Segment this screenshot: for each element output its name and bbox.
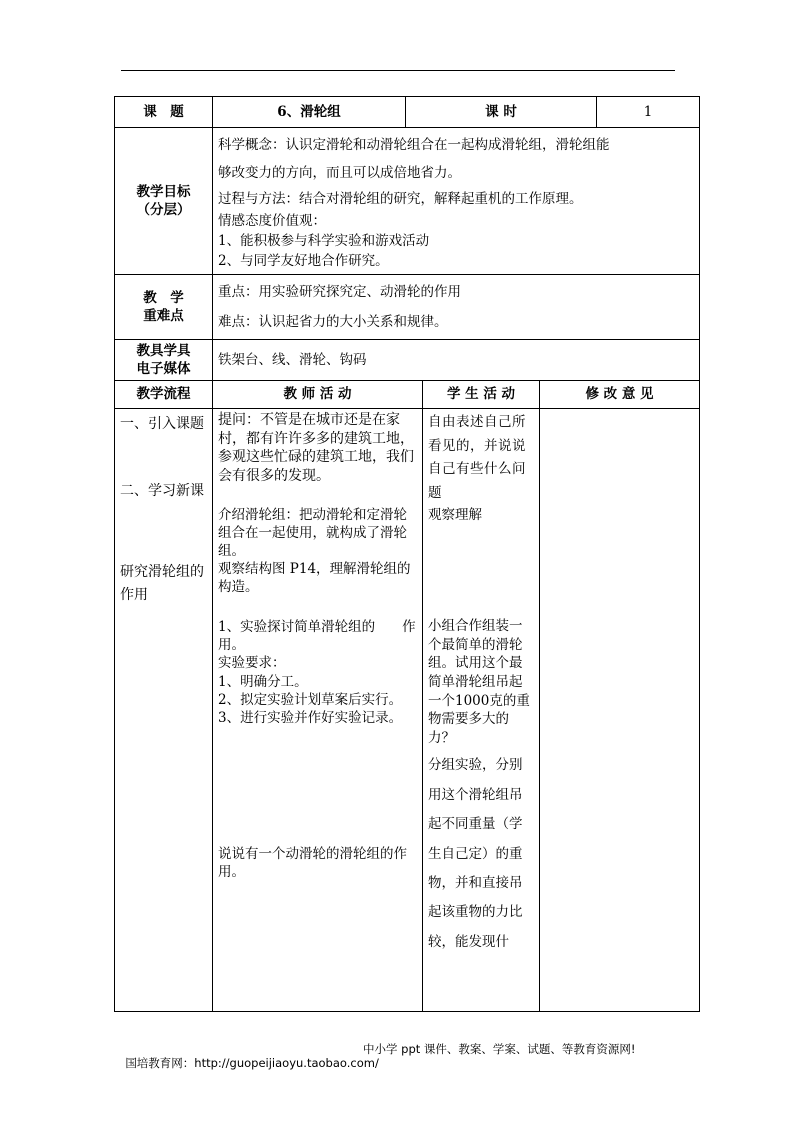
period-value: 1 bbox=[597, 97, 700, 128]
header-rule bbox=[121, 70, 675, 71]
footer-site: 国培教育网：http://guopeijiaoyu.taobao.com/ bbox=[125, 1056, 379, 1070]
materials-label: 教具学具 电子媒体 bbox=[115, 339, 213, 380]
flow-content-row bbox=[115, 408, 700, 1011]
teacher-intro-pulley: 介绍滑轮组：把动滑轮和定滑轮组合在一起使用，就构成了滑轮组。 bbox=[218, 506, 407, 560]
materials-value: 铁架台、线、滑轮、钩码 bbox=[213, 339, 700, 380]
goal-line-5: 1、能积极参与科学实验和游戏活动 bbox=[218, 232, 430, 249]
materials-row bbox=[115, 339, 700, 380]
flow-revision-header: 修 改 意 见 bbox=[540, 380, 700, 408]
footer-slogan: 中小学 ppt 课件、教案、学案、试题、等教育资源网! bbox=[363, 1042, 636, 1056]
keypoints-content bbox=[213, 274, 700, 339]
flow-process-header: 教学流程 bbox=[115, 380, 213, 408]
student-describe: 自由表述自己所看见的，并说说自己有些什么问题 bbox=[428, 413, 526, 501]
difficult-point: 难点：认识起省力的大小关系和规律。 bbox=[218, 313, 448, 330]
student-group-experiment: 分组实验，分别用这个滑轮组吊起不同重量（学生自己定）的重物，并和直接吊起该重物的力比较，能发现什 bbox=[428, 757, 523, 950]
period-label: 课 时 bbox=[406, 97, 597, 128]
student-assemble: 小组合作组装一个最简单的滑轮组。试用这个最简单滑轮组吊起一个1000克的重物需要多大的力？ bbox=[428, 618, 530, 746]
key-point: 重点：用实验研究探究定、动滑轮的作用 bbox=[218, 283, 461, 300]
teacher-experiment-title: 1、实验探讨简单滑轮组的 作用。 bbox=[218, 619, 416, 654]
goal-line-1: 科学概念：认识定滑轮和动滑轮组合在一起构成滑轮组，滑轮组能 bbox=[218, 137, 610, 153]
goal-line-3: 过程与方法：结合对滑轮组的研究，解释起重机的工作原理。 bbox=[218, 191, 583, 207]
goals-content bbox=[213, 128, 700, 275]
keypoints-label: 教 学 重难点 bbox=[115, 274, 213, 339]
topic-value: 6、滑轮组 bbox=[213, 97, 406, 128]
topic-label: 课 题 bbox=[115, 97, 213, 128]
teacher-question: 提问：不管是在城市还是在家村，都有许许多多的建筑工地，参观这些忙碌的建筑工地，我们会有很多的发现。 bbox=[218, 411, 414, 485]
revision-notes bbox=[540, 408, 700, 1011]
goals-row bbox=[115, 128, 700, 275]
teacher-discuss: 说说有一个动滑轮的滑轮组的作用。 bbox=[218, 845, 407, 880]
goal-line-2: 够改变力的方向，而且可以成倍地省力。 bbox=[218, 165, 461, 181]
teacher-requirement-2: 2、拟定实验计划草案后实行。 bbox=[218, 691, 403, 708]
topic-row bbox=[115, 97, 700, 128]
page-footer bbox=[118, 1041, 636, 1085]
flow-teacher-header: 教 师 活 动 bbox=[213, 380, 423, 408]
step-new-lesson: 二、学习新课 bbox=[120, 483, 204, 499]
goals-label: 教学目标 （分层） bbox=[115, 128, 213, 275]
keypoints-row bbox=[115, 274, 700, 339]
step-intro: 一、引入课题 bbox=[120, 415, 204, 432]
flow-header-row bbox=[115, 380, 700, 408]
goal-line-4: 情感态度价值观： bbox=[218, 213, 326, 229]
teacher-requirement-1: 1、明确分工。 bbox=[218, 673, 308, 690]
student-observe: 观察理解 bbox=[428, 507, 482, 524]
goal-line-6: 2、与同学友好地合作研究。 bbox=[218, 252, 389, 269]
teacher-requirements-label: 实验要求： bbox=[218, 655, 286, 672]
step-research: 研究滑轮组的作用 bbox=[120, 564, 204, 604]
flow-student-header: 学 生 活 动 bbox=[423, 380, 540, 408]
flow-steps bbox=[115, 408, 213, 1011]
lesson-plan-table bbox=[114, 96, 700, 1012]
teacher-requirement-3: 3、进行实验并作好实验记录。 bbox=[218, 709, 403, 726]
teacher-activities bbox=[213, 408, 423, 1011]
teacher-observe-diagram: 观察结构图 P14，理解滑轮组的构造。 bbox=[218, 561, 411, 596]
student-activities bbox=[423, 408, 540, 1011]
